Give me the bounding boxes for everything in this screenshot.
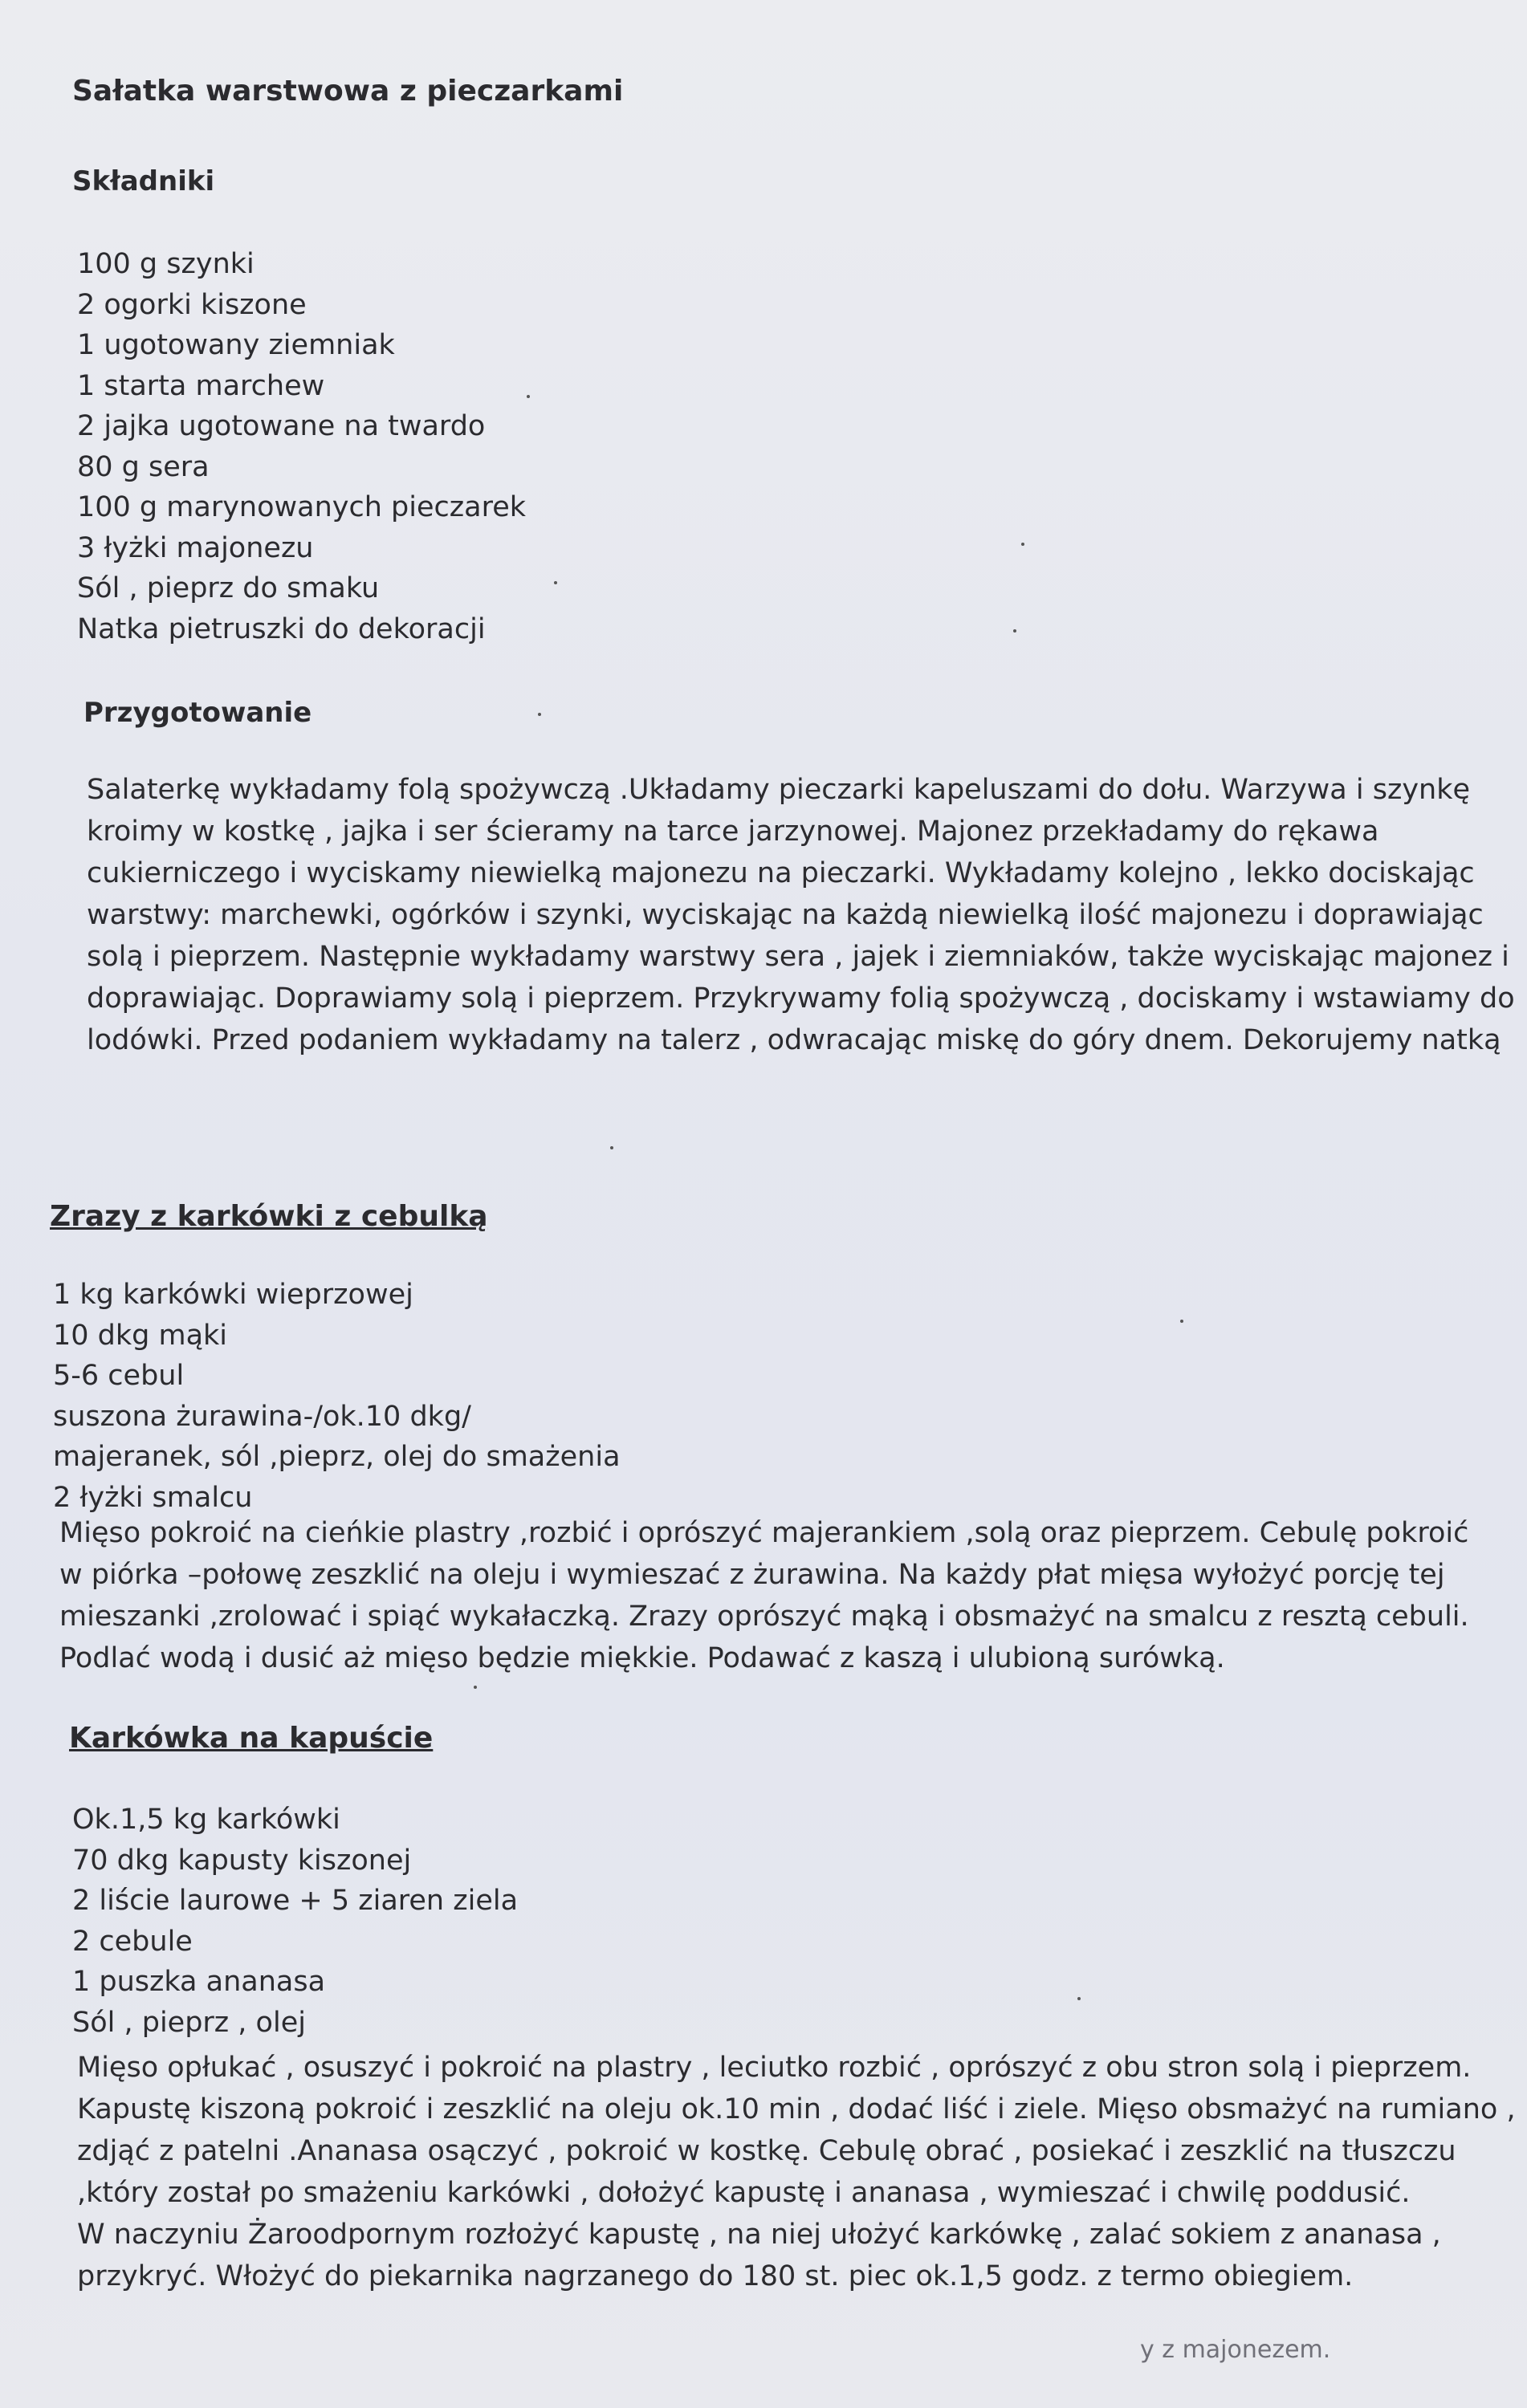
instruction-line: cukierniczego i wyciskamy niewielką majonezu na pieczarki. Wykładamy kolejno , lekko dociskając xyxy=(87,857,1475,889)
scan-speck xyxy=(538,713,541,716)
recipe1-ingredients-heading: Składniki xyxy=(72,165,215,197)
scan-speck xyxy=(527,395,530,398)
ingredient-item: 10 dkg mąki xyxy=(53,1319,228,1352)
instruction-line: warstwy: marchewki, ogórków i szynki, wyciskając na każdą niewielką ilość majonezu i doprawiając xyxy=(87,899,1484,931)
recipe2-instructions xyxy=(59,1512,1469,1679)
ingredient-item: 80 g sera xyxy=(77,450,210,483)
instruction-line: w piórka –połowę zeszklić na oleju i wymieszać z żurawina. Na każdy płat mięsa wyłożyć porcję tej xyxy=(59,1559,1445,1591)
ingredient-item: 2 jajka ugotowane na twardo xyxy=(77,410,486,442)
ingredient-item: Sól , pieprz , olej xyxy=(72,2006,306,2039)
scan-speck xyxy=(1013,629,1016,633)
ingredient-item: 1 starta marchew xyxy=(77,369,325,402)
ingredient-item: Ok.1,5 kg karkówki xyxy=(72,1804,340,1836)
instruction-line: kroimy w kostkę , jajka i ser ścieramy na tarce jarzynowej. Majonez przekładamy do rękawa xyxy=(87,816,1379,848)
ingredient-item: 100 g szynki xyxy=(77,248,254,280)
instruction-line: doprawiając. Doprawiamy solą i pieprzem. Przykrywamy folią spożywczą , dociskamy i wstawiamy do xyxy=(87,982,1515,1015)
instruction-line: Salaterkę wykładamy folą spożywczą .Układamy pieczarki kapeluszami do dołu. Warzywa i szynkę xyxy=(87,774,1471,806)
instruction-line: Kapustę kiszoną pokroić i zeszklić na oleju ok.10 min , dodać liść i ziele. Mięso obsmażyć na rumiano , xyxy=(77,2093,1516,2125)
scan-speck xyxy=(1180,1320,1183,1323)
ingredient-item: majeranek, sól ,pieprz, olej do smażenia xyxy=(53,1441,621,1473)
ingredient-item: 2 łyżki smalcu xyxy=(53,1481,253,1514)
recipe2-ingredients-list xyxy=(53,1275,621,1518)
instruction-line: zdjąć z patelni .Ananasa osączyć , pokroić w kostkę. Cebulę obrać , posiekać i zeszklić na tłuszczu xyxy=(77,2135,1456,2167)
instruction-line: W naczyniu Żaroodpornym rozłożyć kapustę , na niej ułożyć karkówkę , zalać sokiem z ananasa , xyxy=(77,2219,1441,2251)
instruction-line: Mięso pokroić na cieńkie plastry ,rozbić i oprószyć majerankiem ,solą oraz pieprzem. Cebulę pokroić xyxy=(59,1517,1469,1549)
instruction-line: mieszanki ,zrolować i spiąć wykałaczką. Zrazy oprószyć mąką i obsmażyć na smalcu z resztą cebuli. xyxy=(59,1601,1469,1633)
footer-fragment: y z majonezem. xyxy=(1140,2336,1331,2364)
ingredient-item: Sól , pieprz do smaku xyxy=(77,572,380,604)
instruction-line: solą i pieprzem. Następnie wykładamy warstwy sera , jajek i ziemniaków, także wyciskając majonez i xyxy=(87,941,1509,973)
ingredient-item: suszona żurawina-/ok.10 dkg/ xyxy=(53,1400,471,1433)
instruction-line: przykryć. Włożyć do piekarnika nagrzanego do 180 st. piec ok.1,5 godz. z termo obiegiem. xyxy=(77,2260,1354,2292)
ingredient-item: 1 kg karkówki wieprzowej xyxy=(53,1279,413,1311)
ingredient-item: 2 liście laurowe + 5 ziaren ziela xyxy=(72,1885,519,1917)
scan-speck xyxy=(474,1686,477,1689)
recipe2-title: Zrazy z karkówki z cebulką xyxy=(50,1200,488,1233)
recipe1-prep-heading: Przygotowanie xyxy=(83,697,312,729)
ingredient-item: 2 cebule xyxy=(72,1925,193,1958)
ingredient-item: 1 puszka ananasa xyxy=(72,1966,326,1998)
recipe3-instructions xyxy=(77,2047,1516,2297)
recipe1-instructions xyxy=(87,769,1515,1061)
scan-speck xyxy=(1021,543,1024,546)
ingredient-item: 2 ogorki kiszone xyxy=(77,288,307,321)
instruction-line: Mięso opłukać , osuszyć i pokroić na plastry , leciutko rozbić , oprószyć z obu stron solą i pieprzem. xyxy=(77,2052,1472,2084)
scan-speck xyxy=(554,581,557,584)
scan-speck xyxy=(610,1146,613,1149)
recipe1-title: Sałatka warstwowa z pieczarkami xyxy=(72,75,624,108)
scan-speck xyxy=(1077,1997,1081,2000)
recipe3-ingredients-list xyxy=(72,1800,518,2043)
ingredient-item: 100 g marynowanych pieczarek xyxy=(77,491,526,523)
instruction-line: Podlać wodą i dusić aż mięso będzie miękkie. Podawać z kaszą i ulubioną surówką. xyxy=(59,1642,1225,1674)
ingredient-item: 1 ugotowany ziemniak xyxy=(77,329,395,361)
ingredient-item: 3 łyżki majonezu xyxy=(77,531,314,564)
ingredient-item: 5-6 cebul xyxy=(53,1360,185,1392)
ingredient-item: 70 dkg kapusty kiszonej xyxy=(72,1844,412,1877)
recipe1-ingredients-list xyxy=(77,244,526,649)
ingredient-item: Natka pietruszki do dekoracji xyxy=(77,612,486,645)
recipe3-title: Karkówka na kapuście xyxy=(69,1722,434,1755)
instruction-line: lodówki. Przed podaniem wykładamy na talerz , odwracając miskę do góry dnem. Dekorujemy natką xyxy=(87,1024,1501,1056)
instruction-line: ,który został po smażeniu karkówki , dołożyć kapustę i ananasa , wymieszać i chwilę poddusić. xyxy=(77,2177,1411,2209)
